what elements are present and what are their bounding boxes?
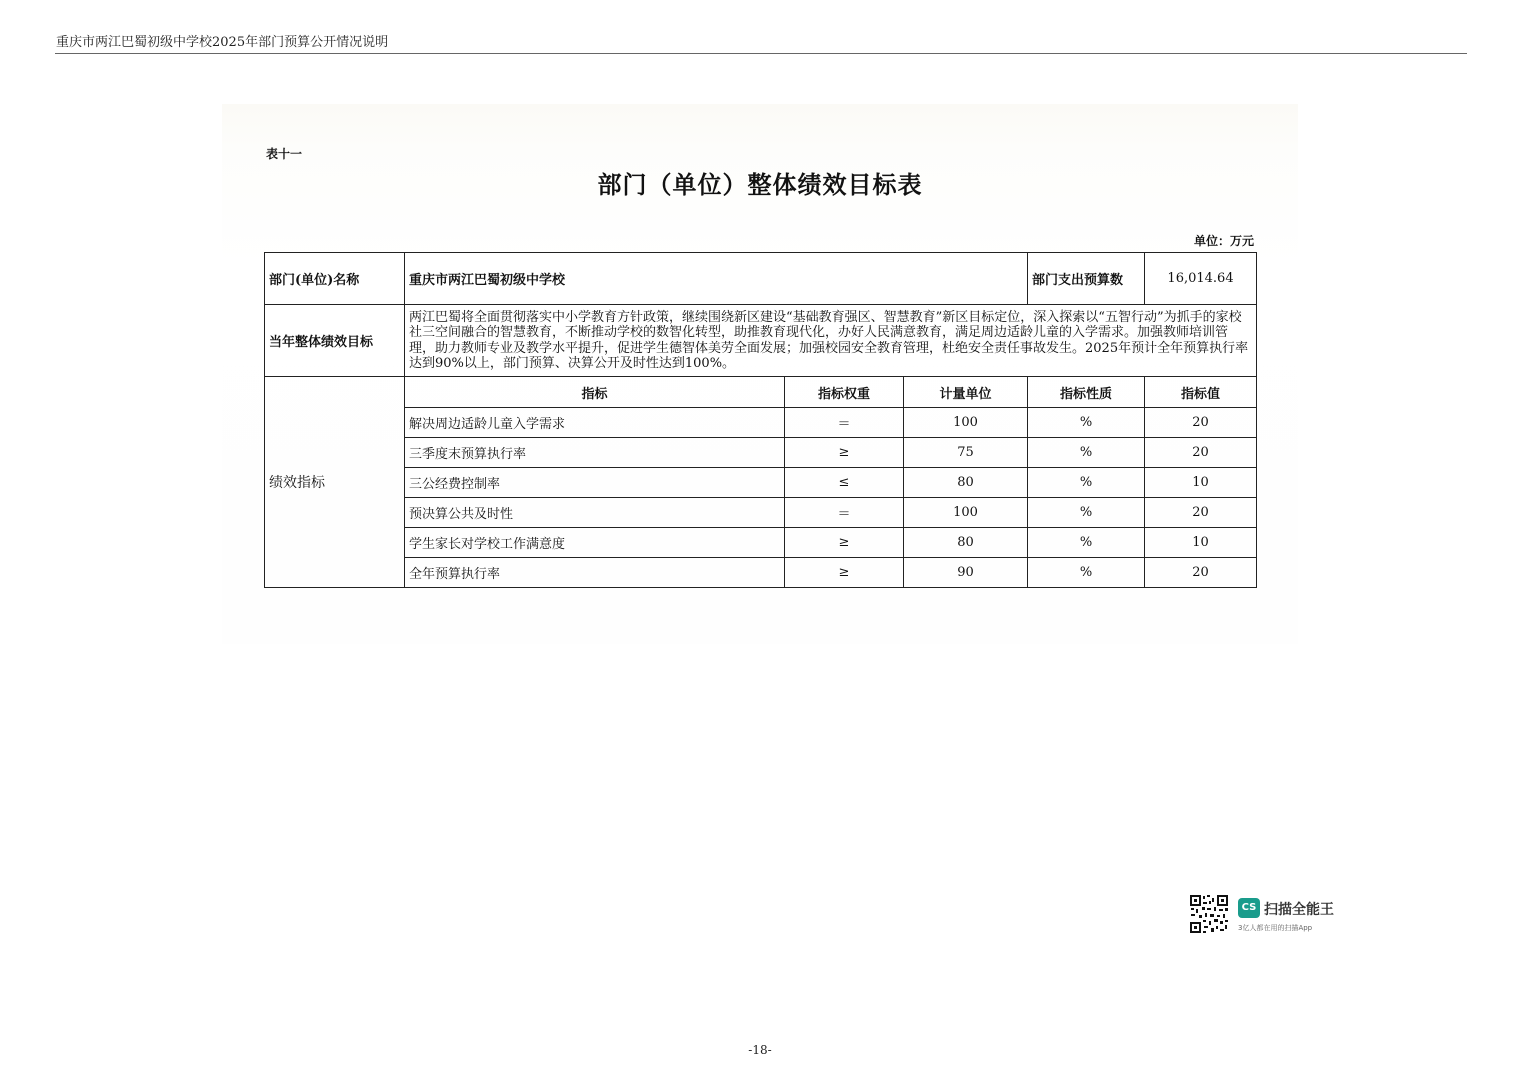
indicator-name: 解决周边适龄儿童入学需求 xyxy=(405,408,785,438)
indicator-weight: ＝ xyxy=(785,408,904,438)
header-divider xyxy=(55,53,1467,54)
budget-value: 16,014.64 xyxy=(1145,253,1257,305)
indicator-name: 全年预算执行率 xyxy=(405,558,785,588)
scanner-watermark xyxy=(1189,894,1334,934)
indicator-weight: ≥ xyxy=(785,438,904,468)
budget-label: 部门支出预算数 xyxy=(1028,253,1145,305)
indicator-value: 20 xyxy=(1145,408,1257,438)
table-row xyxy=(265,528,1257,558)
column-header-value: 指标值 xyxy=(1145,377,1257,408)
indicator-nature: % xyxy=(1028,468,1145,498)
table-row xyxy=(265,438,1257,468)
indicator-nature: % xyxy=(1028,558,1145,588)
scanner-tagline: 3亿人都在用的扫描App xyxy=(1238,924,1313,932)
indicator-weight: ≤ xyxy=(785,468,904,498)
indicator-value: 10 xyxy=(1145,528,1257,558)
indicators-label: 绩效指标 xyxy=(265,377,405,588)
page-number: -18- xyxy=(748,1043,772,1057)
form-title: 部门（单位）整体绩效目标表 xyxy=(597,170,923,199)
table-row xyxy=(265,408,1257,438)
scanner-app-name: 扫描全能王 xyxy=(1264,902,1334,918)
table-row xyxy=(265,498,1257,528)
indicator-nature: % xyxy=(1028,408,1145,438)
goal-label: 当年整体绩效目标 xyxy=(265,305,405,377)
running-header: 重庆市两江巴蜀初级中学校2025年部门预算公开情况说明 xyxy=(56,35,389,50)
unit-label: 单位：万元 xyxy=(1193,234,1254,248)
column-header-nature: 指标性质 xyxy=(1028,377,1145,408)
table-row xyxy=(265,558,1257,588)
table-row xyxy=(265,468,1257,498)
indicator-unit: 100 xyxy=(904,498,1028,528)
camscanner-logo-icon: CS xyxy=(1238,898,1260,918)
dept-row xyxy=(265,253,1257,305)
indicator-name: 预决算公共及时性 xyxy=(405,498,785,528)
indicator-weight: ≥ xyxy=(785,558,904,588)
column-header-unit: 计量单位 xyxy=(904,377,1028,408)
indicator-nature: % xyxy=(1028,528,1145,558)
indicator-value: 20 xyxy=(1145,558,1257,588)
indicator-value: 20 xyxy=(1145,498,1257,528)
indicator-name: 三公经费控制率 xyxy=(405,468,785,498)
dept-name: 重庆市两江巴蜀初级中学校 xyxy=(405,253,1028,305)
table-number-label: 表十一 xyxy=(266,147,303,161)
qr-code-icon xyxy=(1189,894,1229,934)
indicator-nature: % xyxy=(1028,438,1145,468)
column-header-indicator: 指标 xyxy=(405,377,785,408)
indicator-unit: 100 xyxy=(904,408,1028,438)
indicator-unit: 90 xyxy=(904,558,1028,588)
column-header-weight: 指标权重 xyxy=(785,377,904,408)
indicator-name: 三季度末预算执行率 xyxy=(405,438,785,468)
indicator-weight: ≥ xyxy=(785,528,904,558)
goal-text: 两江巴蜀将全面贯彻落实中小学教育方针政策，继续围绕新区建设“基础教育强区、智慧教育”新区目标定位，深入探索以“五智行动”为抓手的家校社三空间融合的智慧教育，不断推动学校的数智化转型，助推教育现代化，办好人民满意教育，满足周边适龄儿童的入学需求。加强教师培训管理，助力教师专业及教学水平提升，促进学生德智体美劳全面发展；加强校园安全教育管理，杜绝安全责任事故发生。2025年预计全年预算执行率达到90%以上，部门预算、决算公开及时性达到100%。 xyxy=(405,305,1257,377)
indicator-header-row xyxy=(265,377,1257,408)
dept-label: 部门(单位)名称 xyxy=(265,253,405,305)
indicator-unit: 75 xyxy=(904,438,1028,468)
indicator-name: 学生家长对学校工作满意度 xyxy=(405,528,785,558)
performance-goal-table xyxy=(264,252,1257,588)
indicator-unit: 80 xyxy=(904,468,1028,498)
indicator-value: 20 xyxy=(1145,438,1257,468)
goal-row xyxy=(265,305,1257,377)
indicator-nature: % xyxy=(1028,498,1145,528)
indicator-unit: 80 xyxy=(904,528,1028,558)
indicator-weight: ＝ xyxy=(785,498,904,528)
indicator-value: 10 xyxy=(1145,468,1257,498)
